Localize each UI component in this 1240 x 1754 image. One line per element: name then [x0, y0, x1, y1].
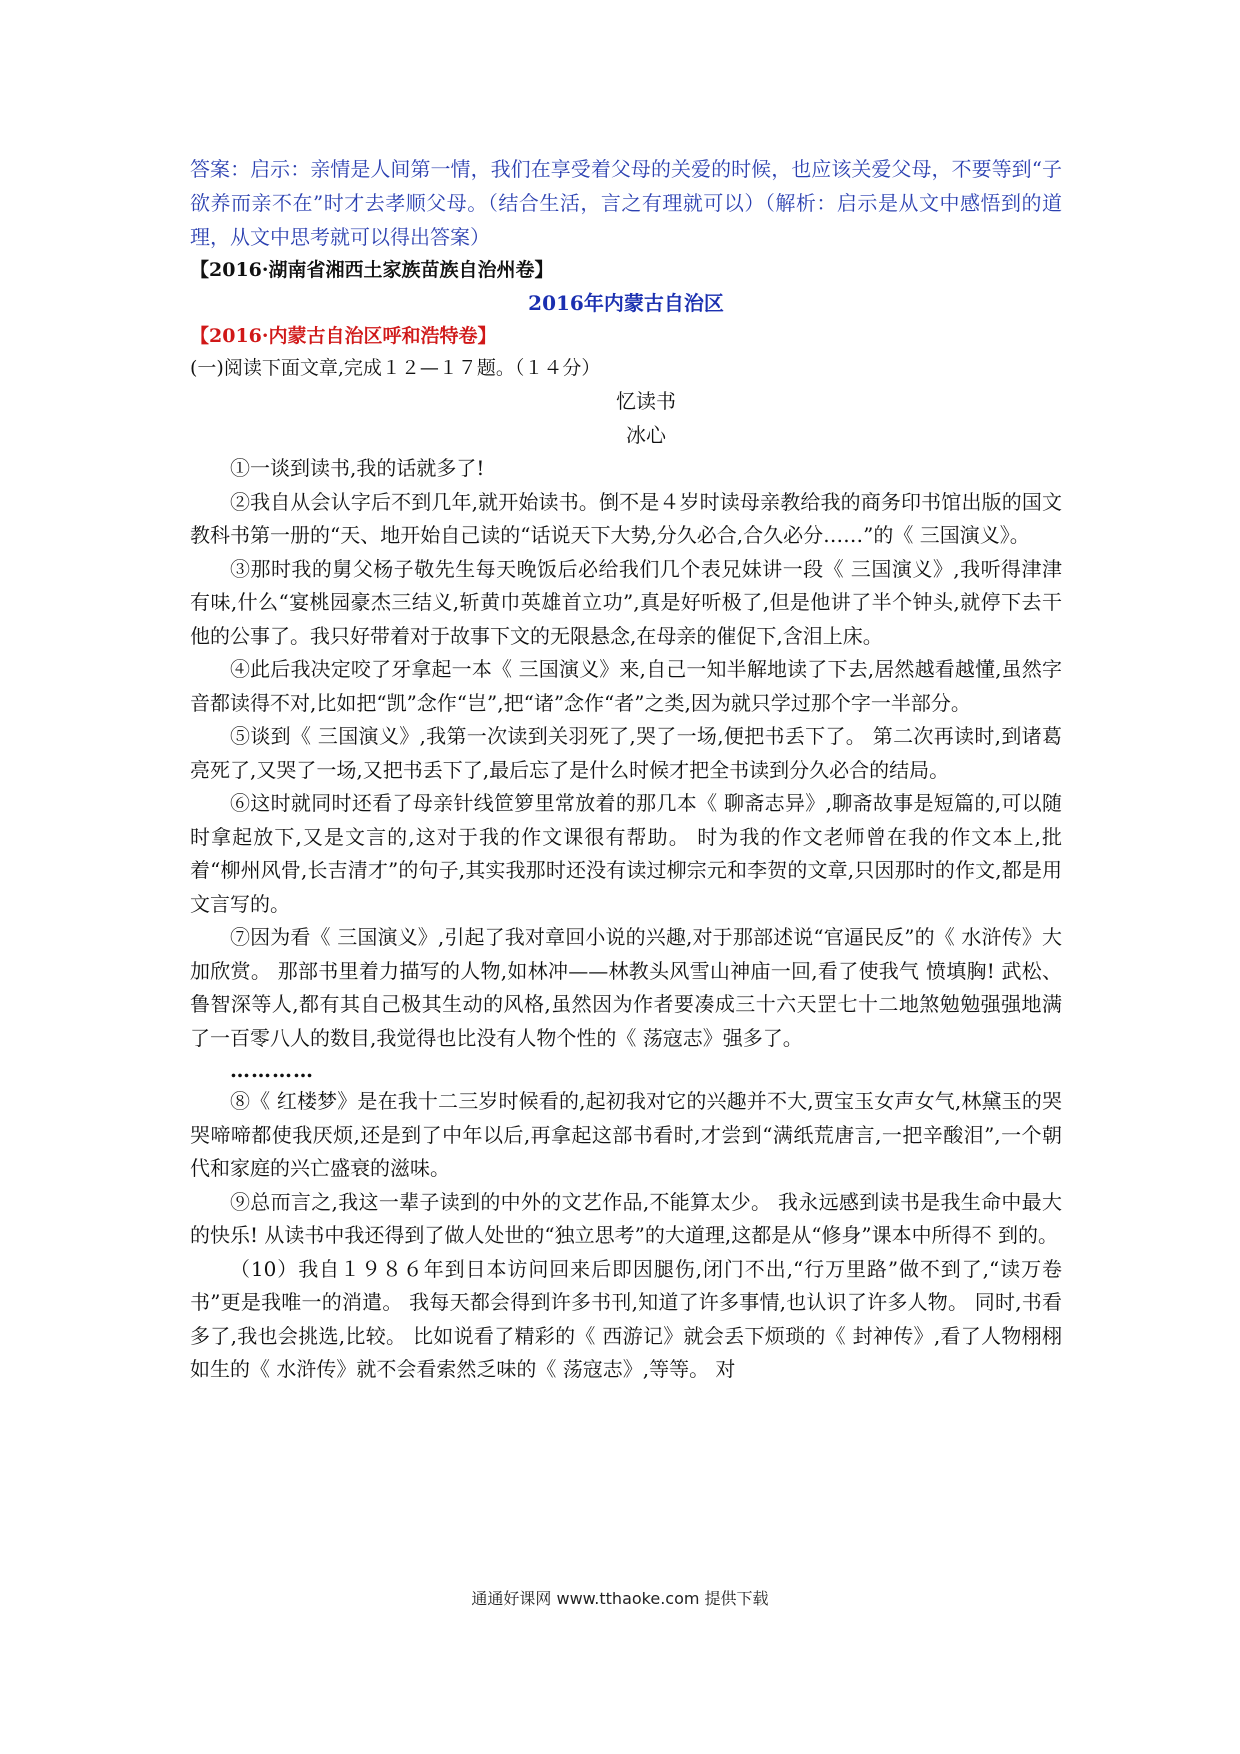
hunan-heading: 【2016·湖南省湘西土家族苗族自治州卷】	[190, 259, 554, 281]
paragraph-2: ②我自从会认字后不到几年,就开始读书。倒不是４岁时读母亲教给我的商务印书馆出版的国文教科书第一册的“天、地开始自己读的“话说天下大势,分久必合,合久必分……”的《 三国演义》。	[190, 489, 1062, 547]
answer-text: 答案：启示：亲情是人间第一情，我们在享受着父母的关爱的时候，也应该关爱父母，不要等到“子欲养而亲不在”时才去孝顺父母。（结合生活，言之有理就可以）（解析：启示是从文中感悟到的道理，从文中思考就可以得出答案）	[190, 157, 1062, 249]
document-page	[190, 152, 1062, 1387]
reading-instruction: (一)阅读下面文章,完成１２—１７题。（１４分）	[190, 357, 601, 379]
paragraph-9: ⑨总而言之,我这一辈子读到的中外的文艺作品,不能算太少。 我永远感到读书是我生命中最大的快乐! 从读书中我还得到了做人处世的“独立思考”的大道理,这都是从“修身”课本中所得不 到的。	[190, 1189, 1062, 1247]
huhehaote-heading: 【2016·内蒙古自治区呼和浩特卷】	[190, 325, 497, 347]
paragraph-4: ④此后我决定咬了牙拿起一本《 三国演义》来,自己一知半解地读了下去,居然越看越懂,虽然字音都读得不对,比如把“凯”念作“岂”,把“诸”念作“者”之类,因为就只学过那个字一半部分。	[190, 657, 1062, 715]
paragraph-10: （10）我自１９８６年到日本访问回来后即因腿伤,闭门不出,“行万里路”做不到了,“读万卷书”更是我唯一的消遣。 我每天都会得到许多书刊,知道了许多事情,也认识了许多人物。 同时,书看多了,我也会挑选,比较。 比如说看了精彩的《 西游记》就会丢下烦琐的《 封神传》,看了人物栩栩如生的《 水浒传》就不会看索然乏味的《 荡寇志》,等等。 对	[190, 1256, 1062, 1381]
paragraph-6: ⑥这时就同时还看了母亲针线笸箩里常放着的那几本《 聊斋志异》,聊斋故事是短篇的,可以随时拿起放下,又是文言的,这对于我的作文课很有帮助。 时为我的作文老师曾在我的作文本上,批着“柳州风骨,长吉清才”的句子,其实我那时还没有读过柳宗元和李贺的文章,只因那时的作文,都是用文言写的。	[190, 791, 1062, 916]
paragraph-3: ③那时我的舅父杨子敬先生每天晚饭后必给我们几个表兄妹讲一段《 三国演义》,我听得津津有味,什么“宴桃园豪杰三结义,斩黄巾英雄首立功”,真是好听极了,但是他讲了半个钟头,就停下去干他的公事了。我只好带着对于故事下文的无限悬念,在母亲的催促下,含泪上床。	[190, 556, 1062, 648]
paragraph-7: ⑦因为看《 三国演义》,引起了我对章回小说的兴趣,对于那部述说“官逼民反”的《 水浒传》大加欣赏。 那部书里着力描写的人物,如林冲——林教头风雪山神庙一回,看了使我气 愤填胸! 武松、鲁智深等人,都有其自己极其生动的风格,虽然因为作者要凑成三十六天罡七十二地煞勉勉强强地满了一百零八人的数目,我觉得也比没有人物个性的《 荡寇志》强多了。	[190, 925, 1062, 1050]
ellipsis: …………	[230, 1058, 314, 1082]
paragraph-5: ⑤谈到《 三国演义》,我第一次读到关羽死了,哭了一场,便把书丢下了。 第二次再读时,到诸葛亮死了,又哭了一场,又把书丢下了,最后忘了是什么时候才把全书读到分久必合的结局。	[190, 724, 1062, 782]
article-title: 忆读书	[616, 389, 676, 413]
article-author: 冰心	[626, 423, 666, 447]
paragraph-1: ①一谈到读书,我的话就多了!	[230, 456, 485, 480]
region-heading: 2016年内蒙古自治区	[528, 291, 724, 315]
paragraph-8: ⑧《 红楼梦》是在我十二三岁时候看的,起初我对它的兴趣并不大,贾宝玉女声女气,林黛玉的哭哭啼啼都使我厌烦,还是到了中年以后,再拿起这部书看时,才尝到“满纸荒唐言,一把辛酸泪”,一个朝代和家庭的兴亡盛衰的滋味。	[190, 1089, 1062, 1180]
page-footer: 通通好课网 www.tthaoke.com 提供下载	[471, 1589, 769, 1608]
